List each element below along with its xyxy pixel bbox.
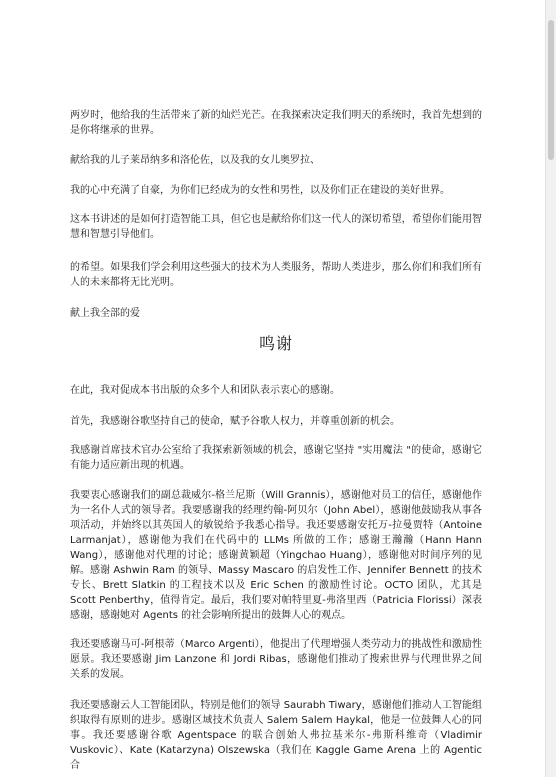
acknowledgments-block	[70, 383, 482, 398]
acknowledgments-paragraph: 我感谢首席技术官办公室给了我探索新领域的机会，感谢它坚持 "实用魔法 "的使命，感谢它有能力适应新出现的机遇。	[70, 445, 482, 471]
acknowledgments-block	[70, 443, 482, 473]
dedication-paragraph: 两岁时，他给我的生活带来了新的灿烂光芒。在我探索决定我们明天的系统时，我首先想到的是你将继承的世界。	[70, 110, 482, 136]
acknowledgments-block	[70, 698, 482, 773]
acknowledgments-heading: 鸣谢	[258, 334, 293, 353]
dedication-block	[70, 183, 482, 198]
dedication-paragraph: 的希望。如果我们学会利用这些强大的技术为人类服务，帮助人类进步，那么你们和我们所有人的未来都将无比光明。	[70, 262, 482, 288]
scrollbar-thumb[interactable]	[548, 20, 554, 160]
dedication-paragraph: 我的心中充满了自豪，为你们已经成为的女性和男性，以及你们正在建设的美好世界。	[70, 185, 450, 196]
dedication-block	[70, 212, 482, 242]
acknowledgments-paragraph: 首先，我感谢谷歌坚持自己的使命，赋予谷歌人权力，并尊重创新的机会。	[70, 416, 400, 427]
acknowledgments-block	[70, 414, 482, 429]
dedication-section	[70, 108, 482, 138]
dedication-block	[70, 306, 482, 321]
acknowledgments-paragraph: 我还要感谢云人工智能团队，特别是他们的领导 Saurabh Tiwary，感谢他们推动人工智能组织取得有原则的进步。感谢区域技术负责人 Salem Salem Haykal，他是一位鼓舞人心的同事。我还要感谢谷歌 Agentspace 的联合创始人弗拉基米尔-弗斯科维奇（Vladimir Vuskovic）、Kate (Katarzyna) Olszewska（我们在 Kaggle Game Arena 上的 Agentic 合	[70, 700, 482, 771]
dedication-paragraph: 这本书讲述的是如何打造智能工具，但它也是献给你们这一代人的深切希望，希望你们能用智慧和智慧引导他们。	[70, 214, 482, 240]
dedication-closing: 献上我全部的爱	[70, 308, 140, 319]
dedication-paragraph: 献给我的儿子莱昂纳多和洛伦佐，以及我的女儿奥罗拉、	[70, 155, 320, 166]
acknowledgments-paragraph: 我还要感谢马可-阿根蒂（Marco Argenti），他提出了代理增强人类劳动力的挑战性和激励性愿景。我还要感谢 Jim Lanzone 和 Jordi Ribas，感谢他们推动了搜索世界与代理世界之间关系的发展。	[70, 639, 482, 680]
acknowledgments-heading-wrap	[70, 334, 482, 354]
dedication-block	[70, 260, 482, 290]
vertical-scrollbar[interactable]	[545, 0, 556, 777]
acknowledgments-block	[70, 488, 482, 623]
acknowledgments-block	[70, 637, 482, 682]
acknowledgments-paragraph: 我要衷心感谢我们的副总裁威尔-格兰尼斯（Will Grannis），感谢他对员工的信任，感谢他作为一名仆人式的领导者。我要感谢我的经理约翰-阿贝尔（John Abel），感谢他鼓励我从事各项活动，并始终以其英国人的敏锐给予我悉心指导。我还要感谢安托万-拉曼贾特（Antoine Larmanjat），感谢他为我们在代码中的 LLMs 所做的工作；感谢王瀚瀚（Hann Hann Wang），感谢他对代理的讨论；感谢黄颖超（Yingchao Huang），感谢他对时间序列的见解。感谢 Ashwin Ram 的领导、Massy Mascaro 的启发性工作、Jennifer Bennett 的技术专长、Brett Slatkin 的工程技术以及 Eric Schen 的激励性讨论。OCTO 团队，尤其是 Scott Penberthy，值得肯定。最后，我们要对帕特里夏-弗洛里西（Patricia Florissi）深表感谢，感谢她对 Agents 的社会影响所提出的鼓舞人心的观点。	[70, 490, 482, 621]
acknowledgments-paragraph: 在此，我对促成本书出版的众多个人和团队表示衷心的感谢。	[70, 385, 340, 396]
dedication-block	[70, 153, 482, 168]
